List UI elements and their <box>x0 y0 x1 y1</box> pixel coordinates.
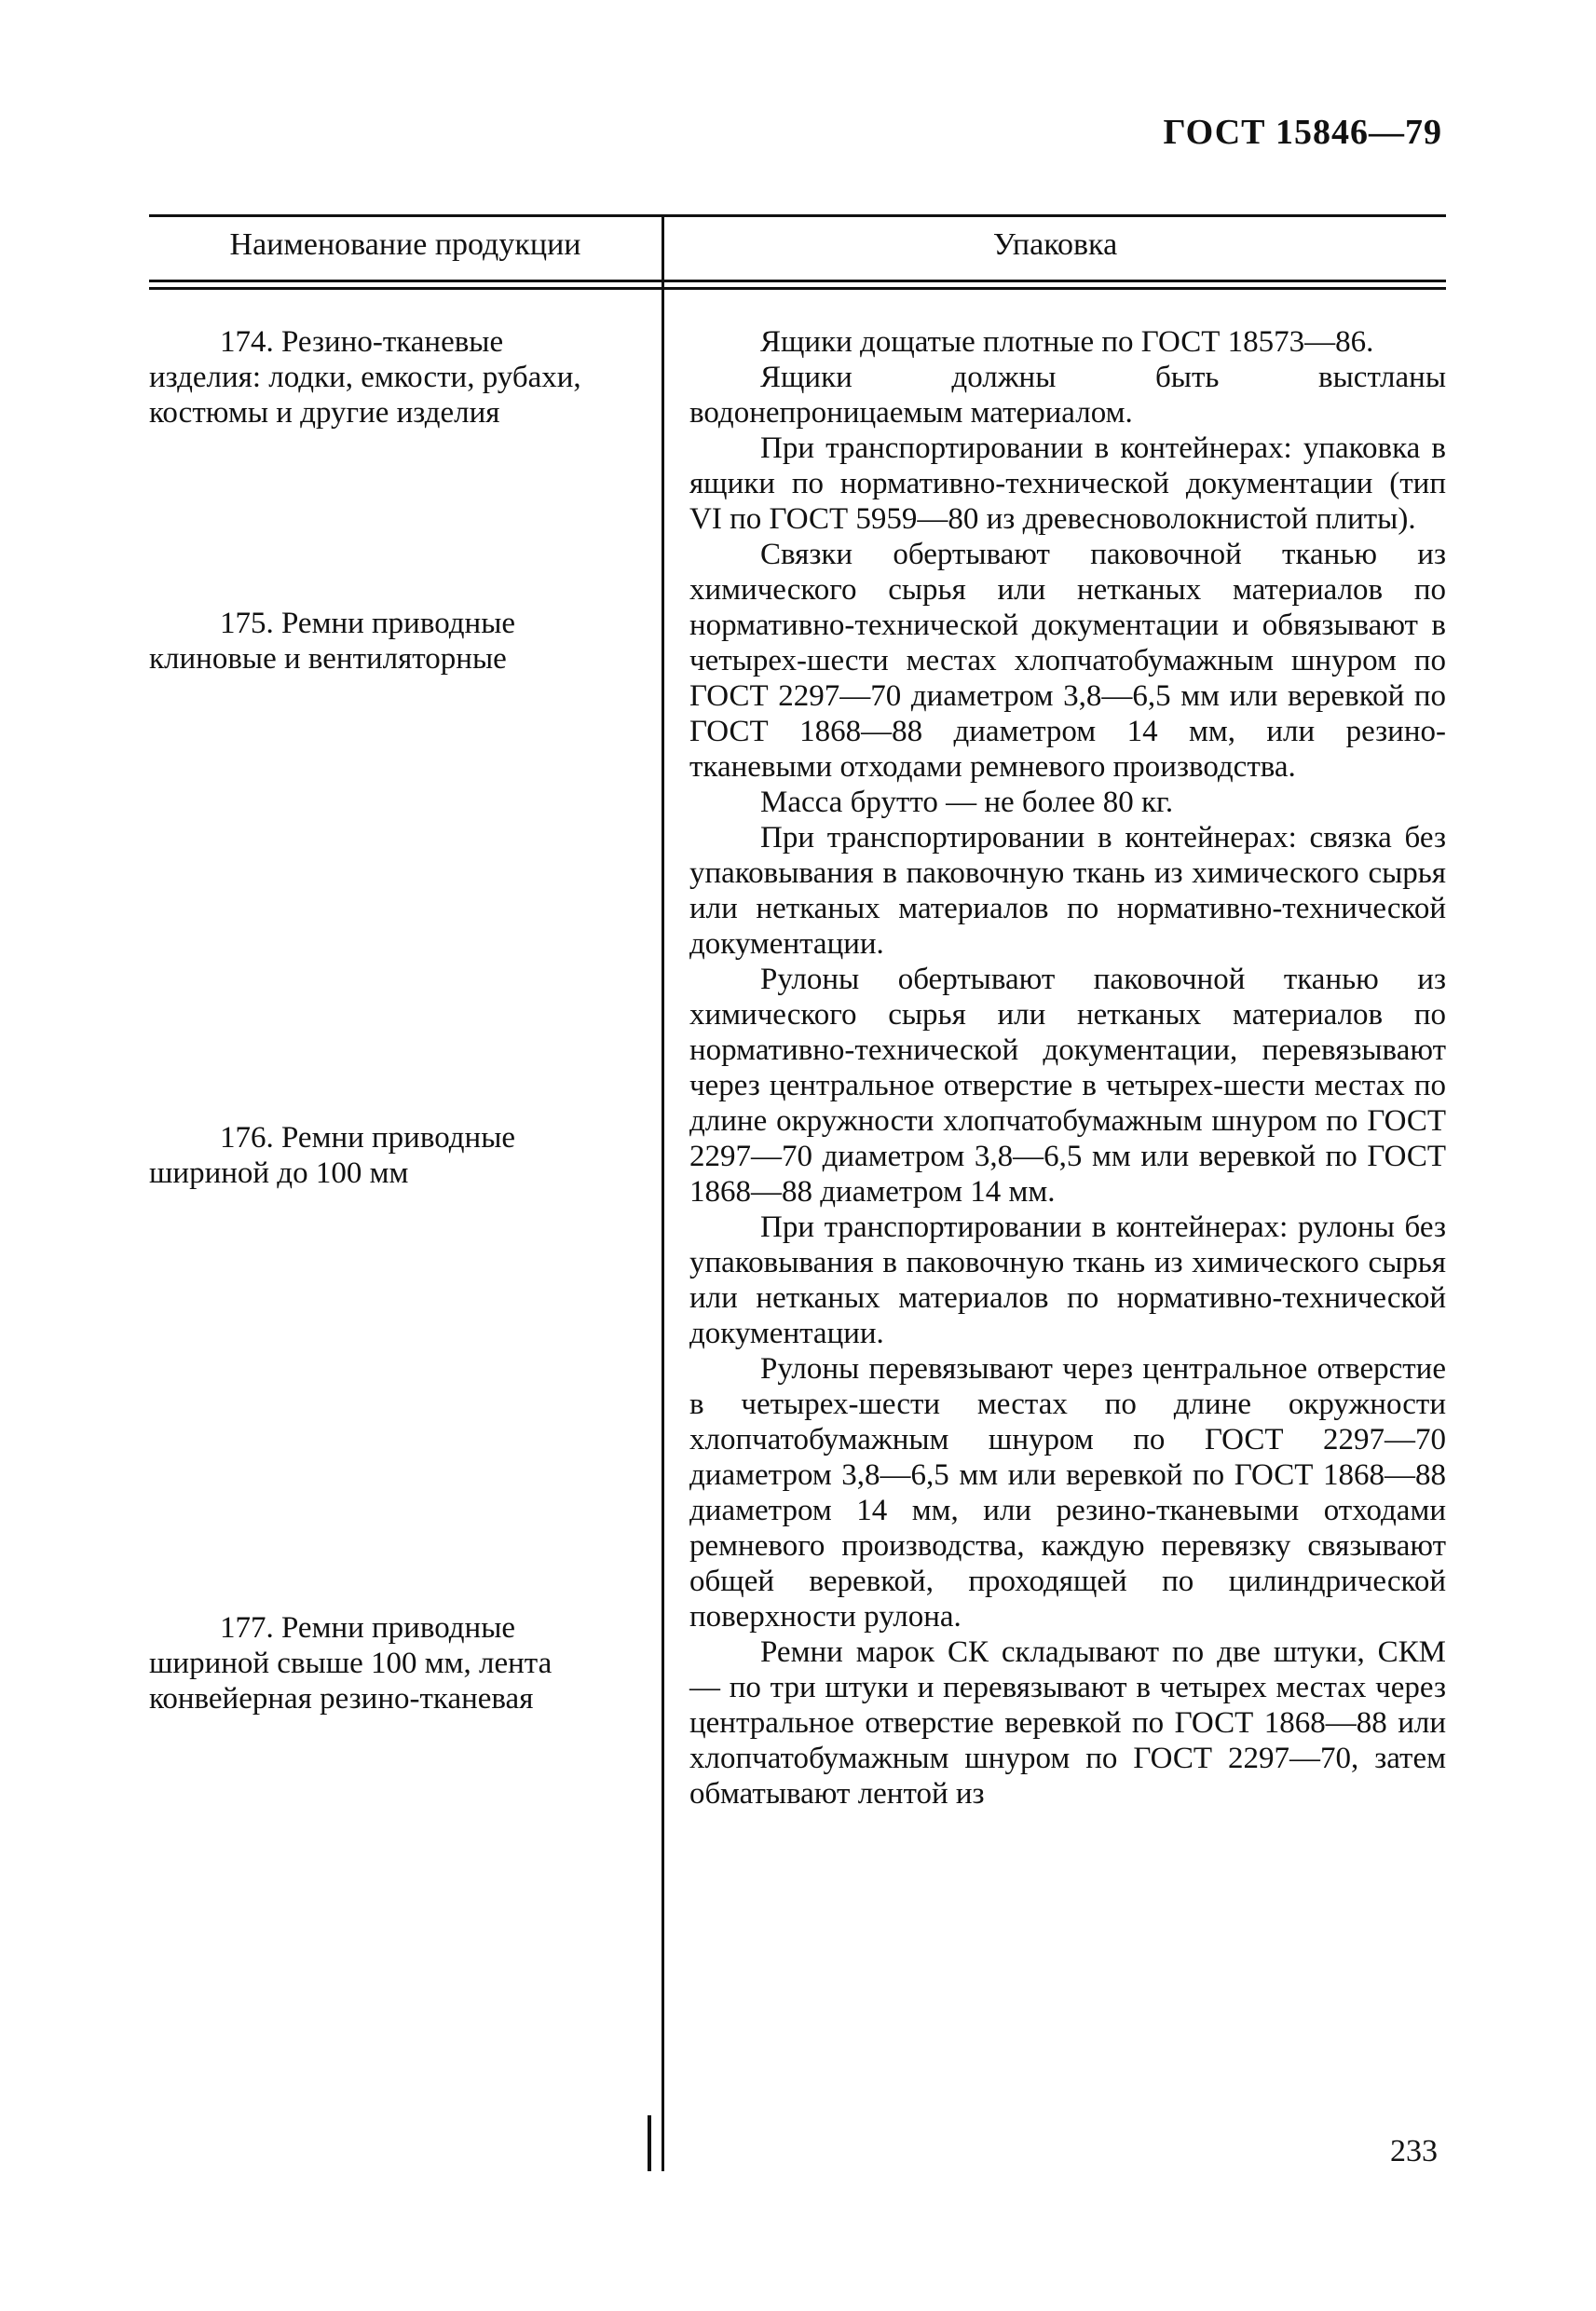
product-item-177 <box>149 1610 620 1716</box>
packaging-paragraph: При транспортировании в контейнерах: связка без упаковывания в паковочную ткань из химического сырья или нетканых материалов по нормативно-технической документации. <box>689 821 1446 961</box>
packaging-paragraph: Масса брутто — не более 80 кг. <box>760 786 1174 819</box>
product-item-176 <box>149 1120 620 1191</box>
column-header-packaging: Упаковка <box>992 227 1118 262</box>
product-name: 174. Резино-тканевые изделия: лодки, емкости, рубахи, костюмы и другие изделия <box>149 325 581 430</box>
column-divider-tail <box>648 2115 651 2171</box>
packaging-paragraph: При транспортировании в контейнерах: рулоны без упаковывания в паковочную ткань из химического сырья или нетканых материалов по нормативно-технической документации. <box>689 1210 1446 1350</box>
packaging-column <box>689 324 1446 1812</box>
header-rule-lower <box>149 287 1446 290</box>
table-top-rule <box>149 214 1446 217</box>
page-number: 233 <box>1390 2134 1438 2168</box>
product-name: 175. Ремни приводные клиновые и вентиляторные <box>149 607 516 676</box>
packaging-paragraph: Ящики дощатые плотные по ГОСТ 18573—86. <box>760 325 1374 359</box>
product-item-175 <box>149 606 620 677</box>
packaging-paragraph: Связки обертывают паковочной тканью из химического сырья или нетканых материалов по нормативно-технической документации и обвязывают в четырех-шести местах хлопчатобумажным шнуром по ГОСТ 2297—70 диаметром 3,8—6,5 мм или веревкой по ГОСТ 1868—88 диаметром 14 мм, или резино-тканевыми отходами ремневого производства. <box>689 538 1446 784</box>
packaging-paragraph: При транспортировании в контейнерах: упаковка в ящики по нормативно-технической документации (тип VI по ГОСТ 5959—80 из древесноволокнистой плиты). <box>689 431 1446 536</box>
product-name: 176. Ремни приводные шириной до 100 мм <box>149 1121 516 1190</box>
product-name: 177. Ремни приводные шириной свыше 100 мм, лента конвейерная резино-тканевая <box>149 1611 552 1716</box>
packaging-paragraph: Ящики должны быть выстланы водонепроницаемым материалом. <box>689 361 1446 430</box>
column-header-product-name: Наименование продукции <box>229 227 581 262</box>
column-divider <box>662 214 664 2171</box>
page-header-standard: ГОСТ 15846—79 <box>1163 113 1442 152</box>
header-rule-upper <box>149 280 1446 282</box>
packaging-paragraph: Рулоны обертывают паковочной тканью из химического сырья или нетканых материалов по нормативно-технической документации, перевязывают через центральное отверстие в четырех-шести местах по длине окружности хлопчатобумажным шнуром по ГОСТ 2297—70 диаметром 3,8—6,5 мм или веревкой по ГОСТ 1868—88 диаметром 14 мм. <box>689 963 1446 1209</box>
packaging-paragraph: Рулоны перевязывают через центральное отверстие в четырех-шести местах по длине окружности хлопчатобумажным шнуром по ГОСТ 2297—70 диаметром 3,8—6,5 мм или веревкой по ГОСТ 1868—88 диаметром 14 мм, или резино-тканевыми отходами ремневого производства, каждую перевязку связывают общей веревкой, проходящей по цилиндрической поверхности рулона. <box>689 1352 1446 1634</box>
packaging-paragraph: Ремни марок СК складывают по две штуки, СКМ — по три штуки и перевязывают в четырех местах через центральное отверстие веревкой по ГОСТ 1868—88 или хлопчатобумажным шнуром по ГОСТ 2297—70, затем обматывают лентой из <box>689 1635 1446 1811</box>
product-item-174 <box>149 324 620 431</box>
